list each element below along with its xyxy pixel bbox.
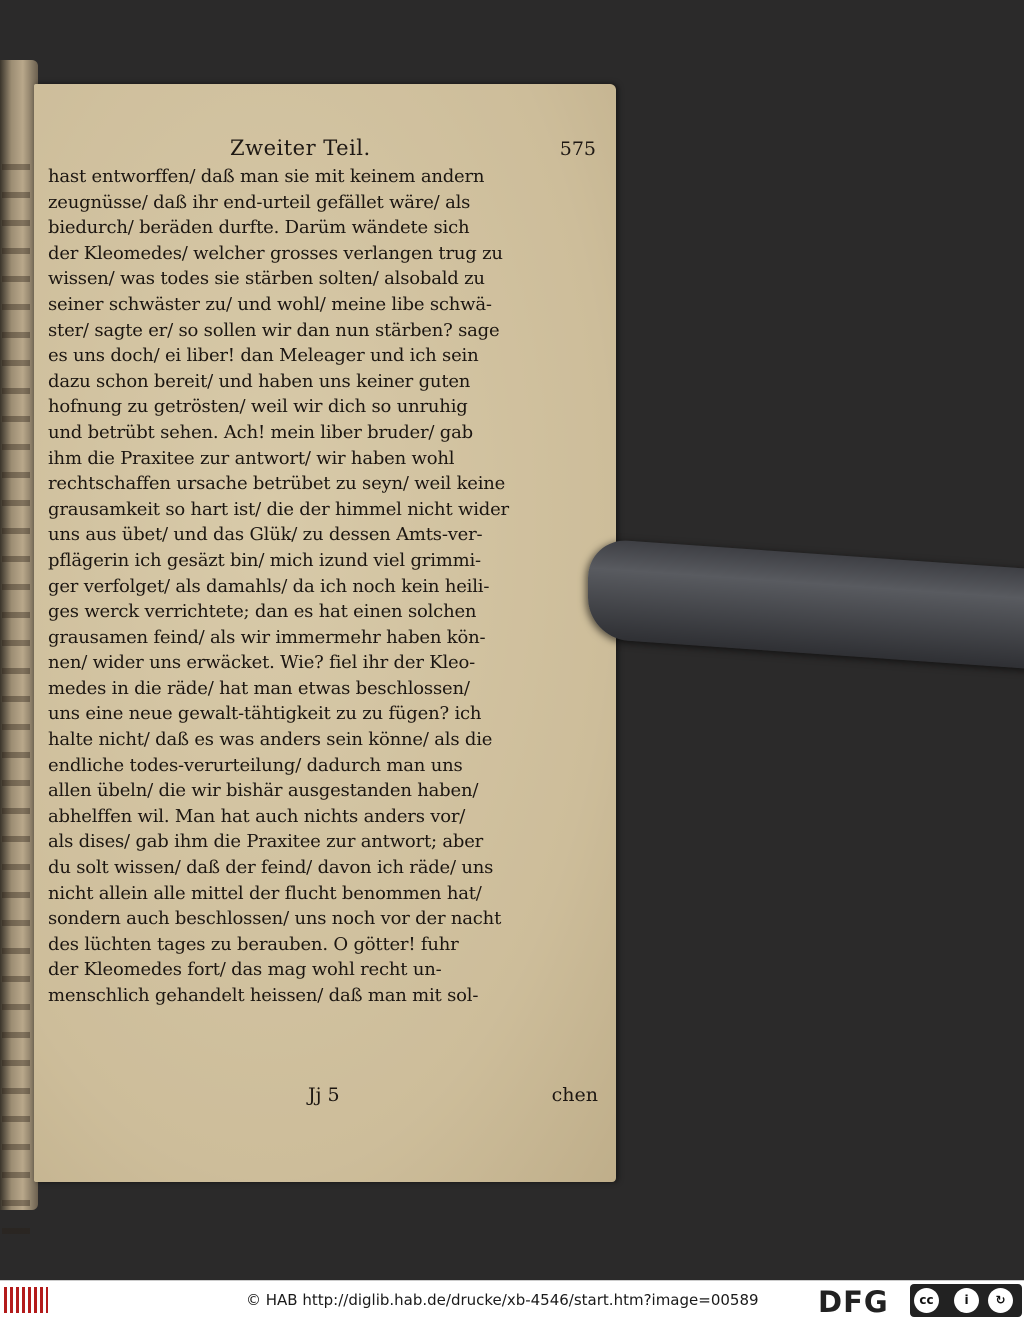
- text-line: der Kleomedes/ welcher grosses verlangen trug zu: [48, 242, 503, 264]
- running-head: Zweiter Teil.: [230, 136, 371, 160]
- footer-bar: [0, 1280, 1024, 1320]
- text-line: uns eine neue gewalt-tähtigkeit zu zu fügen? ich: [48, 703, 482, 725]
- sa-label: SA: [995, 1306, 1005, 1314]
- text-line: endliche todes-verurteilung/ dadurch man uns: [48, 754, 463, 776]
- text-line: wissen/ was todes sie stärben solten/ alsobald zu: [48, 268, 485, 290]
- catchword: chen: [551, 1084, 598, 1106]
- text-line: des lüchten tages zu berauben. O götter! fuhr: [48, 933, 459, 955]
- catchline: [48, 1084, 604, 1112]
- facing-page-edge: [0, 60, 38, 1210]
- text-line: ges werck verrichtete; dan es hat einen solchen: [48, 601, 477, 623]
- text-line: seiner schwäster zu/ und wohl/ meine libe schwä-: [48, 293, 492, 315]
- text-line: allen übeln/ die wir bishär ausgestanden haben/: [48, 780, 479, 802]
- text-line: menschlich gehandelt heissen/ daß man mit sol-: [48, 985, 479, 1006]
- share-alike-icon: ↻: [988, 1288, 1013, 1313]
- text-line: nicht allein alle mittel der flucht benommen hat/: [48, 882, 482, 904]
- text-line: du solt wissen/ daß der feind/ davon ich räde/ uns: [48, 857, 494, 879]
- signature-mark: Jj 5: [308, 1084, 340, 1106]
- book-clamp: [588, 538, 1024, 670]
- dfg-logo: DFG: [818, 1285, 889, 1319]
- text-line: abhelffen wil. Man hat auch nichts anders vor/: [48, 805, 466, 827]
- text-line: uns aus übet/ und das Glük/ zu dessen Amts-ver-: [48, 524, 483, 546]
- text-line: sondern auch beschlossen/ uns noch vor der nacht: [48, 908, 502, 930]
- copyright-link[interactable]: © HAB http://diglib.hab.de/drucke/xb-4546/start.htm?image=00589: [246, 1291, 759, 1309]
- text-line: halte nicht/ daß es was anders sein könne/ als die: [48, 729, 493, 751]
- text-line: und betrübt sehen. Ach! mein liber bruder/ gab: [48, 421, 473, 443]
- facing-page-text-fragments: [2, 150, 30, 1250]
- cc-icon: cc: [914, 1288, 939, 1313]
- text-line: grausamkeit so hart ist/ die der himmel nicht wider: [48, 498, 509, 520]
- text-line: hofnung zu getrösten/ weil wir dich so unruhig: [48, 396, 468, 418]
- text-line: rechtschaffen ursache betrübet zu seyn/ weil keine: [48, 473, 506, 495]
- text-line: medes in die räde/ hat man etwas beschlossen/: [48, 677, 470, 699]
- page-body-text: [48, 164, 604, 1009]
- text-line: hast entworffen/ daß man sie mit keinem andern: [48, 166, 485, 187]
- text-line: ihm die Praxitee zur antwort/ wir haben wohl: [48, 447, 455, 469]
- text-line: pflägerin ich gesäzt bin/ mich izund viel grimmi-: [48, 549, 481, 571]
- text-line: ster/ sagte er/ so sollen wir dan nun stärben? sage: [48, 319, 500, 341]
- text-line: der Kleomedes fort/ das mag wohl recht un-: [48, 959, 442, 981]
- by-label: BY: [960, 1306, 969, 1314]
- text-line: zeugnüsse/ daß ihr end-urteil gefället wäre/ als: [48, 191, 471, 213]
- text-line: biedurch/ beräden durfte. Darüm wändete sich: [48, 217, 470, 239]
- page-number: 575: [559, 138, 596, 160]
- text-line: nen/ wider uns erwäcket. Wie? fiel ihr der Kleo-: [48, 652, 476, 674]
- text-line: grausamen feind/ als wir immermehr haben kön-: [48, 626, 486, 648]
- text-line: ger verfolget/ als damahls/ da ich noch kein heili-: [48, 575, 490, 597]
- hab-logo-icon: [4, 1287, 48, 1313]
- text-line: dazu schon bereit/ und haben uns keiner guten: [48, 370, 471, 392]
- attribution-icon: i: [954, 1288, 979, 1313]
- book-page: [34, 84, 616, 1182]
- text-line: es uns doch/ ei liber! dan Meleager und ich sein: [48, 345, 479, 367]
- text-line: als dises/ gab ihm die Praxitee zur antwort; aber: [48, 831, 484, 853]
- cc-license-badge[interactable]: [910, 1284, 1022, 1317]
